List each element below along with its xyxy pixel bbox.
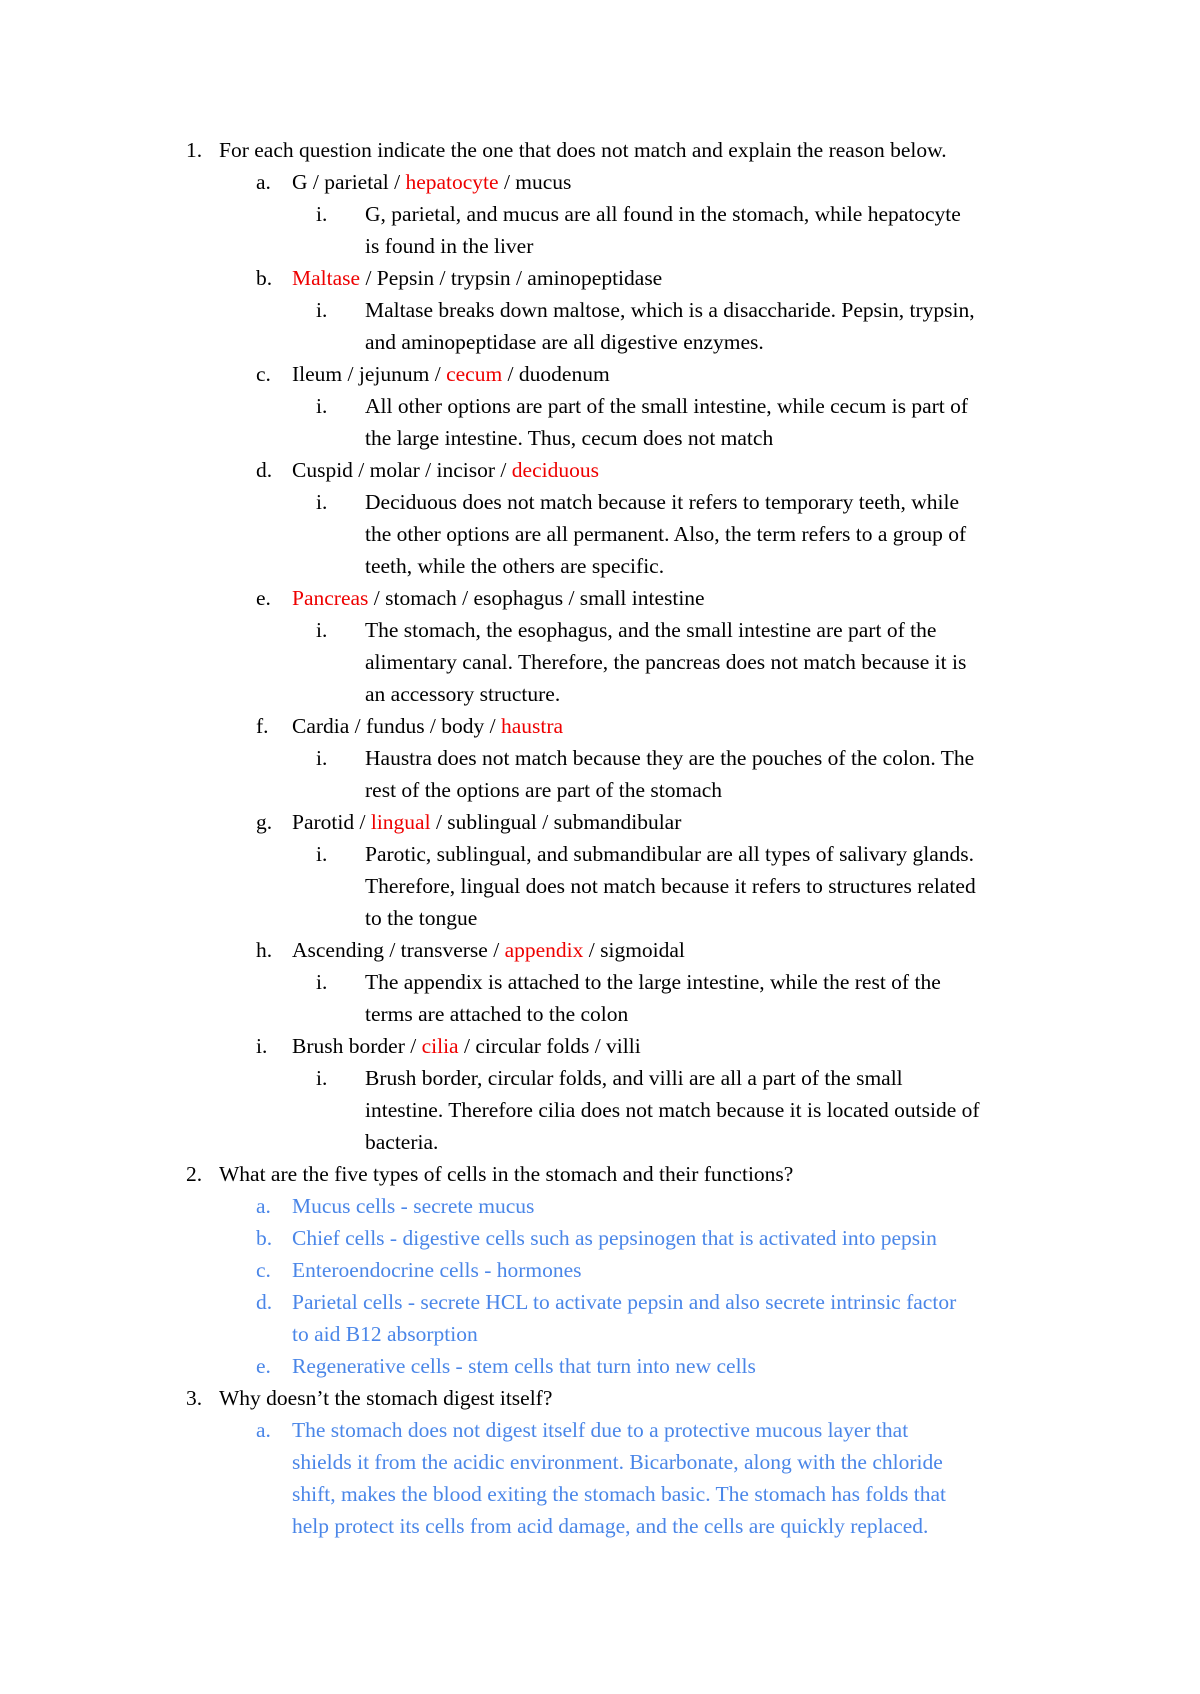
item-marker: b. [256,266,273,290]
option-list [292,454,599,486]
mismatch-answer: appendix [504,938,584,962]
mismatch-answer: haustra [501,714,564,738]
explanation-line [0,998,1200,1030]
option-list [292,358,610,390]
explanation-marker: i. [316,970,328,994]
explanation-text: G, parietal, and mucus are all found in the stomach, while hepatocyte [365,202,961,226]
item-marker: a. [256,170,271,194]
explanation-line [0,198,1200,230]
mismatch-answer: cilia [421,1034,459,1058]
option-text: / mucus [498,170,572,194]
explanation-marker: i. [316,490,328,514]
option-list [292,806,681,838]
option-list [292,710,563,742]
explanation-line [0,1062,1200,1094]
explanation-marker: i. [316,618,328,642]
explanation-line [0,230,1200,262]
explanation-line [0,1126,1200,1158]
explanation-text: The stomach, the esophagus, and the small intestine are part of the [365,618,937,642]
explanation-line [0,326,1200,358]
explanation-text: alimentary canal. Therefore, the pancreas does not match because it is [365,650,967,674]
explanation-line [0,774,1200,806]
answer-text: help protect its cells from acid damage, and the cells are quickly replaced. [292,1514,929,1538]
explanation-marker: i. [316,746,328,770]
question-2-answers [0,1190,1200,1382]
option-text: Brush border / [292,1034,422,1058]
explanation-marker: i. [316,298,328,322]
item-marker: h. [256,938,273,962]
explanation-line [0,294,1200,326]
answer-line [0,1286,1200,1318]
option-list [292,934,685,966]
option-text: / stomach / esophagus / small intestine [368,586,705,610]
option-list [292,262,662,294]
answer-text: The stomach does not digest itself due to a protective mucous layer that [292,1418,909,1442]
option-text: Parotid / [292,810,371,834]
question-1 [0,134,1200,166]
mismatch-answer: deciduous [511,458,599,482]
answer-line [0,1414,1200,1446]
explanation-text: Parotic, sublingual, and submandibular are all types of salivary glands. [365,842,975,866]
explanation-marker: i. [316,1066,328,1090]
explanation-text: Deciduous does not match because it refers to temporary teeth, while [365,490,960,514]
option-set [0,358,1200,390]
option-text: G / parietal / [292,170,406,194]
option-set [0,262,1200,294]
answer-marker: e. [256,1354,271,1378]
question-1-items [0,166,1200,1158]
answer-text: to aid B12 absorption [292,1322,478,1346]
option-text: Cuspid / molar / incisor / [292,458,512,482]
answer-marker: a. [256,1418,271,1442]
option-set [0,582,1200,614]
explanation-line [0,486,1200,518]
option-set [0,806,1200,838]
explanation-text: The appendix is attached to the large intestine, while the rest of the [365,970,941,994]
option-text: / sublingual / submandibular [430,810,682,834]
item-marker: i. [256,1034,268,1058]
explanation-marker: i. [316,842,328,866]
explanation-marker: i. [316,202,328,226]
question-number: 1. [186,138,203,162]
explanation-text: Haustra does not match because they are the pouches of the colon. The [365,746,975,770]
answer-line [0,1478,1200,1510]
answer-text: Enteroendocrine cells - hormones [292,1258,582,1282]
option-text: / sigmoidal [583,938,685,962]
explanation-text: teeth, while the others are specific. [365,554,665,578]
option-list [292,166,571,198]
answer-line [0,1222,1200,1254]
option-text: / circular folds / villi [458,1034,641,1058]
mismatch-answer: lingual [370,810,431,834]
item-marker: c. [256,362,271,386]
option-set [0,1030,1200,1062]
option-list [292,582,705,614]
item-marker: g. [256,810,273,834]
mismatch-answer: Maltase [292,266,361,290]
explanation-line [0,390,1200,422]
answer-text: shields it from the acidic environment. Bicarbonate, along with the chloride [292,1450,943,1474]
answer-marker: c. [256,1258,271,1282]
item-marker: e. [256,586,271,610]
answer-marker: b. [256,1226,273,1250]
mismatch-answer: Pancreas [292,586,369,610]
document-body [0,134,1200,1542]
question-prompt: For each question indicate the one that does not match and explain the reason below. [219,138,947,162]
explanation-line [0,646,1200,678]
explanation-line [0,678,1200,710]
answer-text: Regenerative cells - stem cells that turn into new cells [292,1354,756,1378]
explanation-text: an accessory structure. [365,682,561,706]
answer-line [0,1446,1200,1478]
question-number: 2. [186,1162,203,1186]
answer-line [0,1318,1200,1350]
explanation-text: is found in the liver [365,234,534,258]
option-set [0,710,1200,742]
question-prompt: Why doesn’t the stomach digest itself? [219,1386,553,1410]
question-2 [0,1158,1200,1190]
option-text: Cardia / fundus / body / [292,714,502,738]
explanation-line [0,550,1200,582]
answer-line [0,1510,1200,1542]
item-marker: f. [256,714,269,738]
explanation-line [0,614,1200,646]
explanation-line [0,966,1200,998]
option-text: Ascending / transverse / [292,938,505,962]
answer-line [0,1254,1200,1286]
explanation-text: Therefore, lingual does not match because it refers to structures related [365,874,976,898]
explanation-text: All other options are part of the small intestine, while cecum is part of [365,394,969,418]
explanation-text: the other options are all permanent. Also, the term refers to a group of [365,522,967,546]
question-prompt: What are the five types of cells in the stomach and their functions? [219,1162,794,1186]
item-marker: d. [256,458,273,482]
option-text: / Pepsin / trypsin / aminopeptidase [360,266,663,290]
explanation-text: rest of the options are part of the stomach [365,778,723,802]
explanation-line [0,518,1200,550]
answer-marker: d. [256,1290,273,1314]
question-3 [0,1382,1200,1414]
explanation-text: the large intestine. Thus, cecum does not match [365,426,774,450]
explanation-line [0,902,1200,934]
explanation-line [0,1094,1200,1126]
explanation-text: bacteria. [365,1130,439,1154]
answer-text: Parietal cells - secrete HCL to activate pepsin and also secrete intrinsic factor [292,1290,957,1314]
answer-text: Chief cells - digestive cells such as pepsinogen that is activated into pepsin [292,1226,937,1250]
question-number: 3. [186,1386,203,1410]
answer-line [0,1350,1200,1382]
explanation-text: intestine. Therefore cilia does not match because it is located outside of [365,1098,980,1122]
explanation-text: Maltase breaks down maltose, which is a disaccharide. Pepsin, trypsin, [365,298,975,322]
explanation-line [0,838,1200,870]
explanation-text: to the tongue [365,906,478,930]
option-set [0,454,1200,486]
explanation-line [0,742,1200,774]
option-text: / duodenum [502,362,610,386]
explanation-text: and aminopeptidase are all digestive enzymes. [365,330,764,354]
option-list [292,1030,641,1062]
answer-marker: a. [256,1194,271,1218]
mismatch-answer: cecum [446,362,503,386]
option-set [0,166,1200,198]
explanation-marker: i. [316,394,328,418]
mismatch-answer: hepatocyte [405,170,499,194]
explanation-line [0,422,1200,454]
option-set [0,934,1200,966]
answer-text: shift, makes the blood exiting the stomach basic. The stomach has folds that [292,1482,947,1506]
option-text: Ileum / jejunum / [292,362,447,386]
question-3-answers [0,1414,1200,1542]
explanation-text: terms are attached to the colon [365,1002,629,1026]
answer-text: Mucus cells - secrete mucus [292,1194,535,1218]
answer-line [0,1190,1200,1222]
explanation-line [0,870,1200,902]
explanation-text: Brush border, circular folds, and villi are all a part of the small [365,1066,903,1090]
